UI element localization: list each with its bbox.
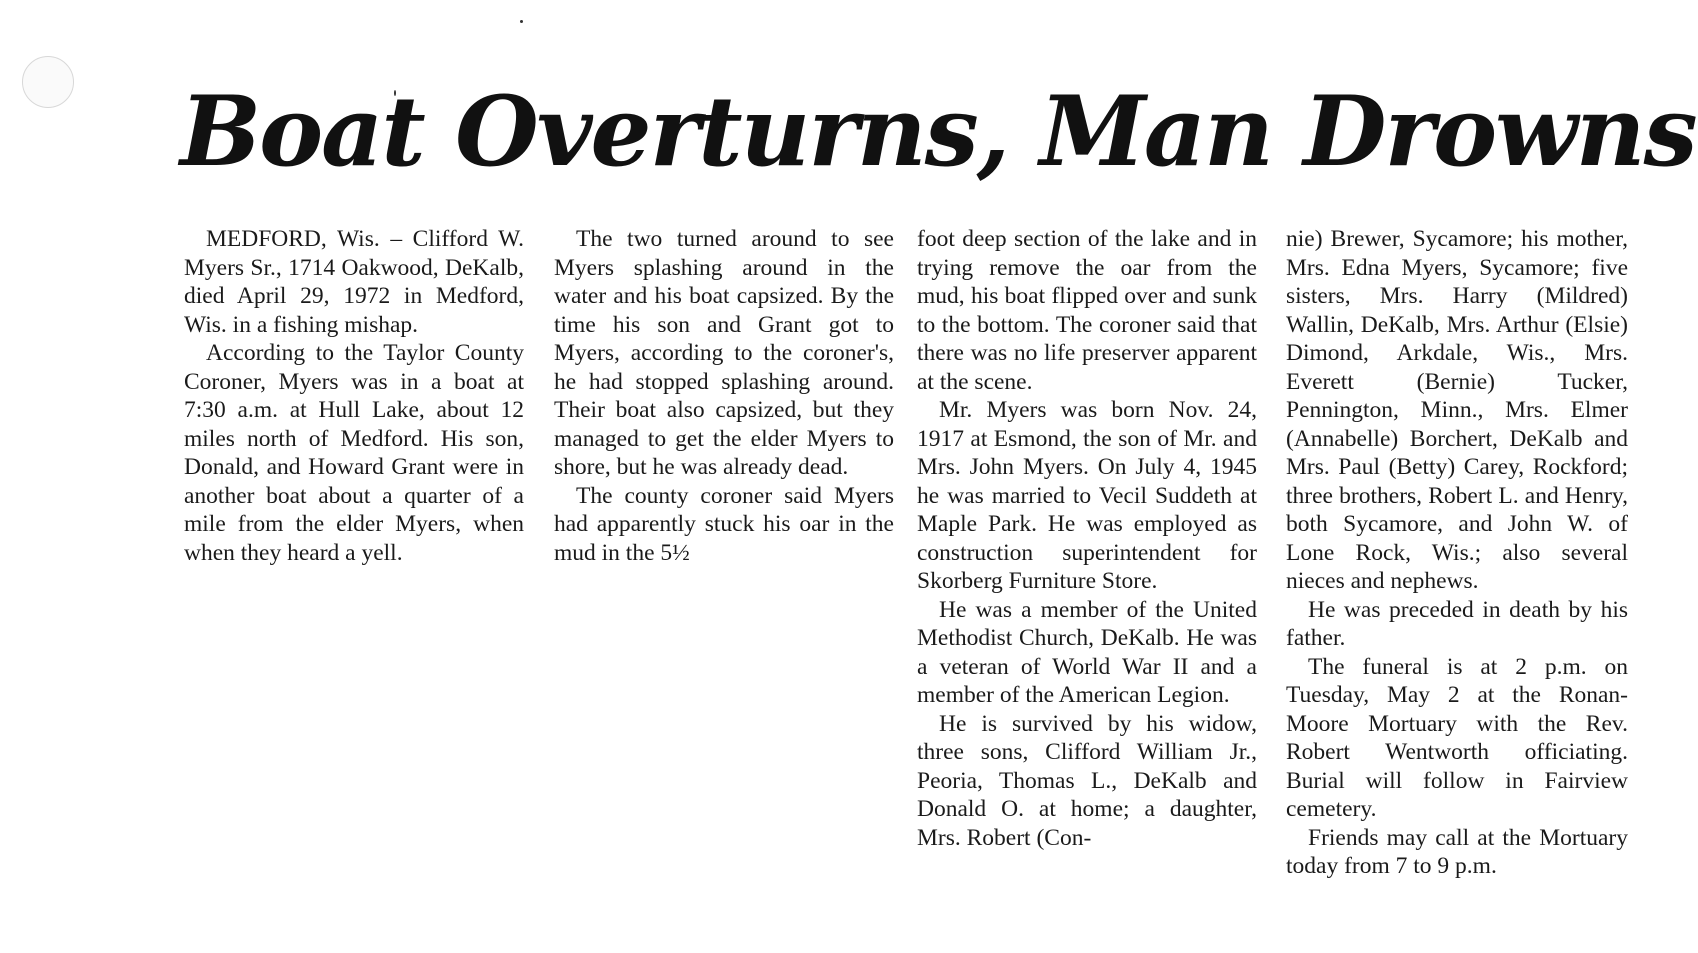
paragraph: He was a member of the United Methodist Church, DeKalb. He was a veteran of World War II and a member of the American Legion. xyxy=(917,596,1257,708)
paragraph: The county coroner said Myers had apparently stuck his oar in the mud in the 5½ xyxy=(554,482,894,566)
headline: Boat Overturns, Man Drowns xyxy=(180,75,1696,188)
column-1 xyxy=(184,225,524,567)
paragraph: Mr. Myers was born Nov. 24, 1917 at Esmond, the son of Mr. and Mrs. John Myers. On July 4, 1945 he was married to Vecil Suddeth at Maple Park. He was employed as construction superintendent for Skorberg Furniture Store. xyxy=(917,397,1257,594)
paragraph: He is survived by his widow, three sons, Clifford William Jr., Peoria, Thomas L., DeKalb and Donald O. at home; a daughter, Mrs. Robert (Con- xyxy=(917,710,1257,851)
column-2 xyxy=(554,225,894,567)
punch-hole xyxy=(22,56,74,108)
column-4 xyxy=(1286,225,1628,881)
paragraph: Friends may call at the Mortuary today from 7 to 9 p.m. xyxy=(1286,824,1628,879)
paragraph: The two turned around to see Myers splashing around in the water and his boat capsized. By the time his son and Grant got to Myers, according to the coroner's, he had stopped splashing around. Their boat also capsized, but they managed to get the elder Myers to shore, but he was already dead. xyxy=(554,226,894,480)
scan-speck xyxy=(520,20,523,23)
paragraph: According to the Taylor County Coroner, Myers was in a boat at 7:30 a.m. at Hull Lake, about 12 miles north of Medford. His son, Donald, and Howard Grant were in another boat about a quarter of a mile from the elder Myers, when when they heard a yell. xyxy=(184,340,524,566)
paragraph: He was preceded in death by his father. xyxy=(1286,596,1628,651)
paragraph: MEDFORD, Wis. – Clifford W. Myers Sr., 1714 Oakwood, DeKalb, died April 29, 1972 in Medford, Wis. in a fishing mishap. xyxy=(184,226,524,338)
paragraph-continuation: foot deep section of the lake and in trying remove the oar from the mud, his boat flipped over and sunk to the bottom. The coroner said that there was no life preserver apparent at the scene. xyxy=(917,226,1257,395)
column-3 xyxy=(917,225,1257,852)
paragraph: The funeral is at 2 p.m. on Tuesday, May 2 at the Ronan-Moore Mortuary with the Rev. Robert Wentworth officiating. Burial will follow in Fairview cemetery. xyxy=(1286,653,1628,822)
paragraph-continuation: nie) Brewer, Sycamore; his mother, Mrs. Edna Myers, Sycamore; five sisters, Mrs. Harry (Mildred) Wallin, DeKalb, Mrs. Arthur (Elsie) Dimond, Arkdale, Wis., Mrs. Everett (Bernie) Tucker, Pennington, Minn., Mrs. Elmer (Annabelle) Borchert, DeKalb and Mrs. Paul (Betty) Carey, Rockford; three brothers, Robert L. and Henry, both Sycamore, and John W. of Lone Rock, Wis.; also several nieces and nephews. xyxy=(1286,226,1628,594)
